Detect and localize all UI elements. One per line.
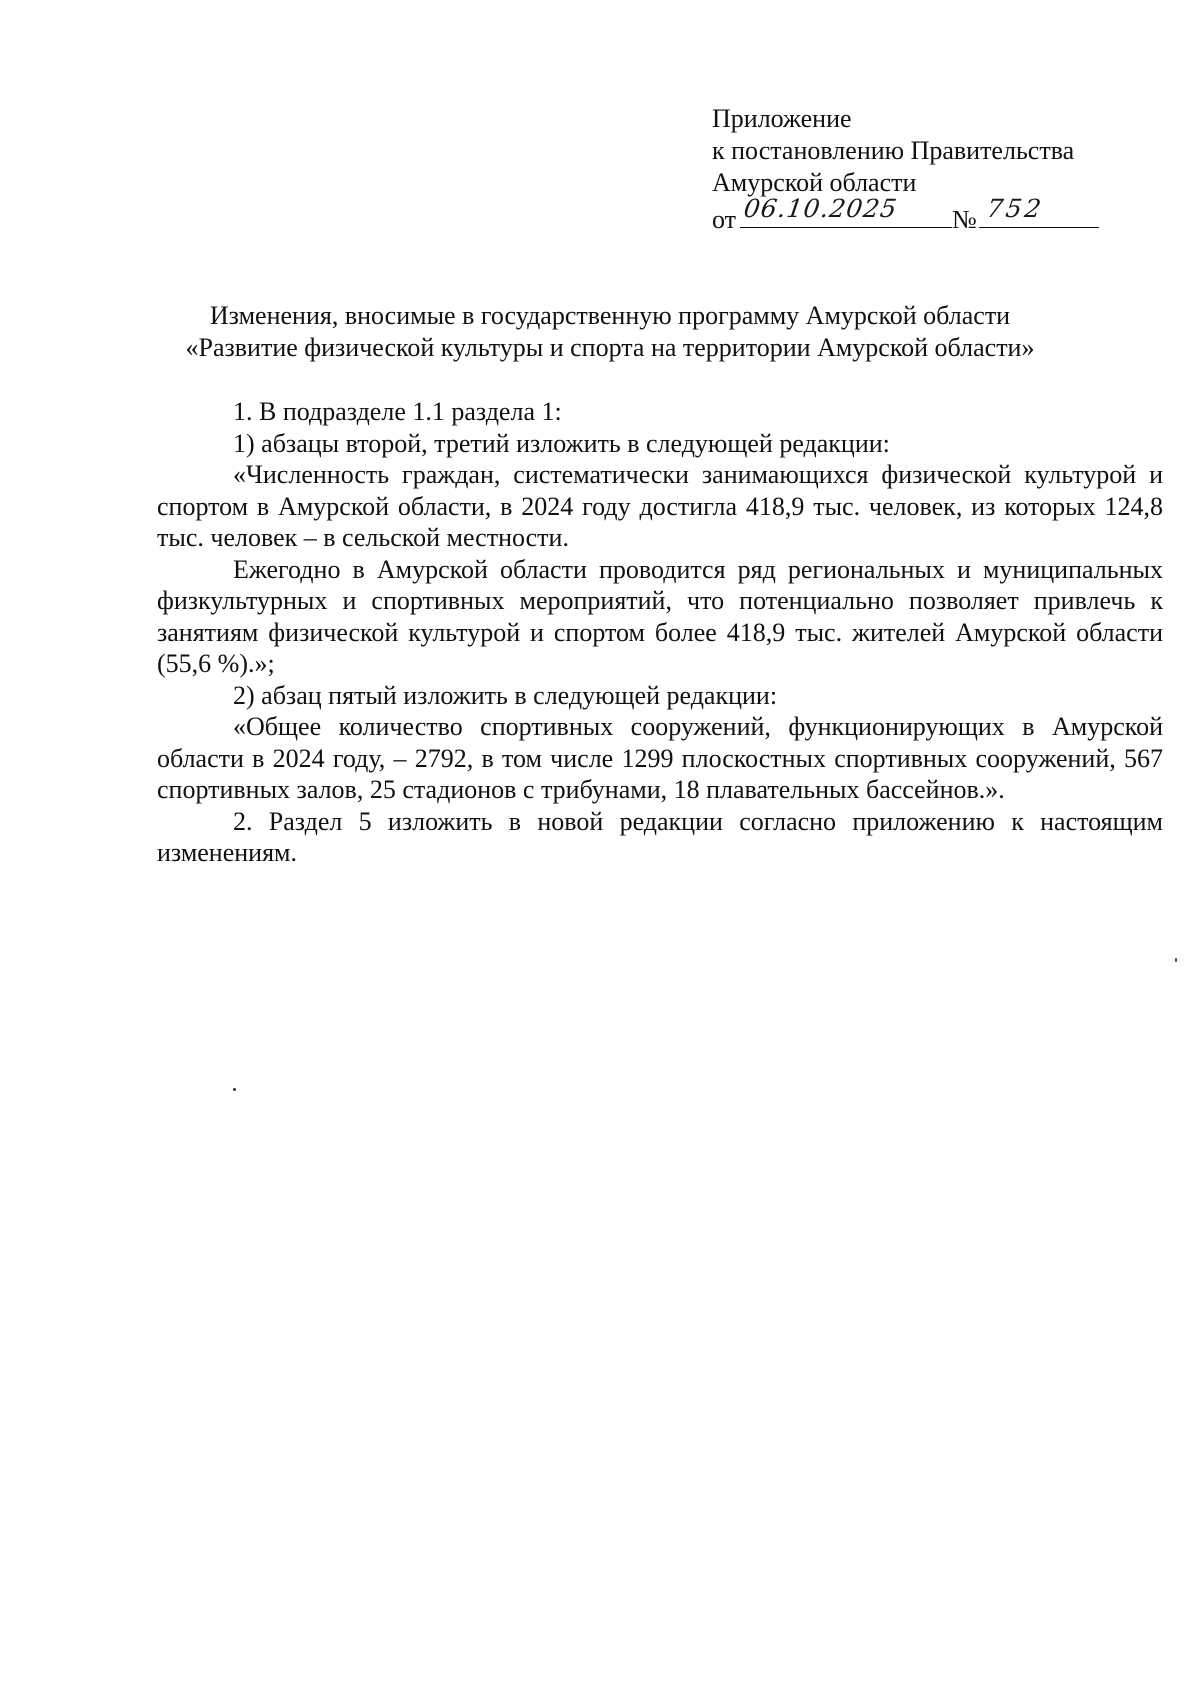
document-title [140, 300, 1080, 364]
document-body [157, 396, 1163, 869]
scan-speck [233, 1088, 236, 1091]
date-prefix: от [712, 205, 737, 234]
paragraph-item-2: 2. Раздел 5 изложить в новой редакции согласно приложению к настоящим изменениям. [157, 806, 1163, 867]
handwritten-date: 06.10.2025 [742, 194, 900, 223]
approval-heading: Приложение [712, 104, 852, 133]
paragraph-item-1: 1. В подразделе 1.1 раздела 1: [233, 397, 562, 426]
paragraph-quote-population: «Численность граждан, систематически занимающихся физической культурой и спортом в Амурской области, в 2024 году достигла 418,9 тыс. человек, из которых 124,8 тыс. человек – в сельской местности. [157, 460, 1163, 552]
approval-decree-line: к постановлению Правительства [712, 136, 1075, 165]
title-line-2: «Развитие физической культуры и спорта на территории Амурской области» [185, 333, 1035, 362]
approval-region-line: Амурской области [712, 168, 917, 197]
paragraph-quote-facilities: «Общее количество спортивных сооружений, функционирующих в Амурской области в 2024 году, – 2792, в том числе 1299 плоскостных спортивных сооружений, 567 спортивных залов, 25 стадионов с трибунами, 18 плавательных бассейнов.». [157, 712, 1163, 804]
paragraph-subitem-1: 1) абзацы второй, третий изложить в следующей редакции: [233, 428, 890, 458]
title-line-1: Изменения, вносимые в государственную программу Амурской области [209, 301, 1011, 330]
handwritten-number: 752 [984, 194, 1046, 223]
paragraph-quote-events: Ежегодно в Амурской области проводится ряд региональных и муниципальных физкультурных и спортивных мероприятий, что потенциально позволяет привлечь к занятиям физической культурой и спортом более 418,9 тыс. жителей Амурской области (55,6 %).»; [157, 554, 1163, 678]
scan-speck [1175, 958, 1177, 962]
date-field [740, 194, 952, 228]
approval-date-number-line [712, 194, 1132, 235]
approval-block [712, 103, 1132, 235]
paragraph-subitem-2: 2) абзац пятый изложить в следующей редакции: [233, 680, 778, 710]
number-field [979, 194, 1099, 228]
number-sign: № [952, 205, 977, 234]
